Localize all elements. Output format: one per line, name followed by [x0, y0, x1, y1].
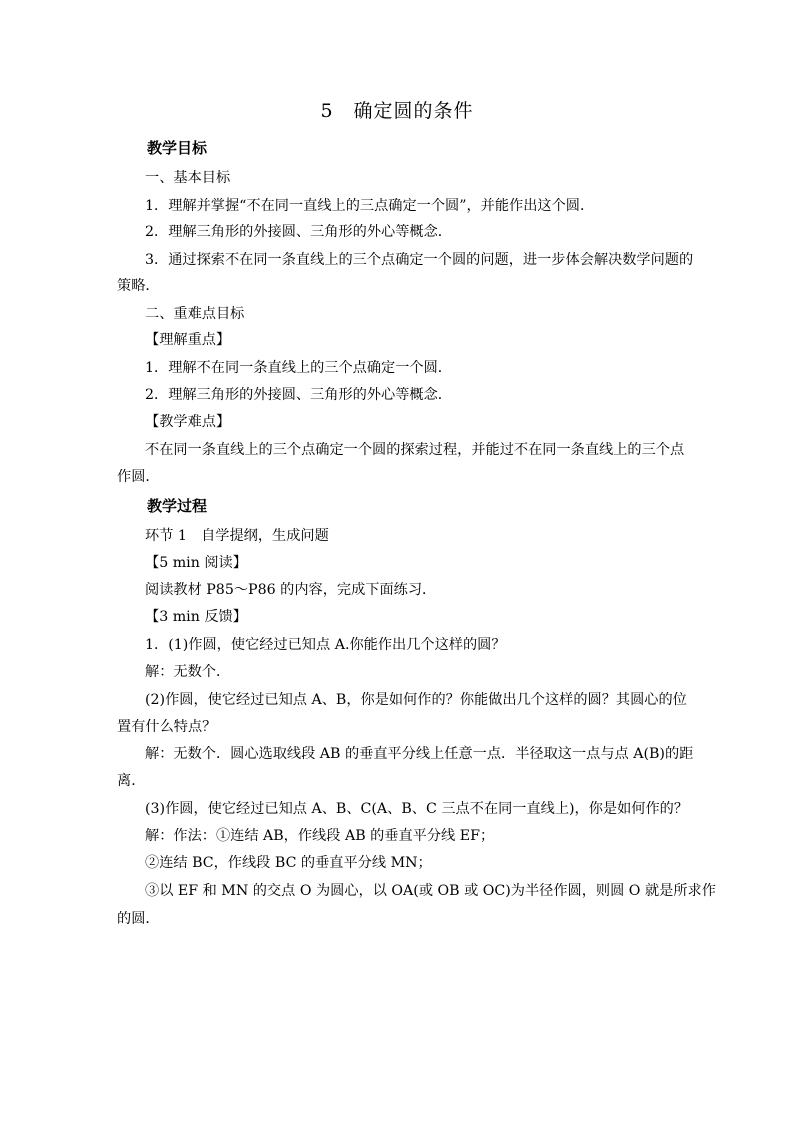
goal-item-3-continued: 策略．: [117, 278, 160, 294]
page-title: 5 确定圆的条件: [320, 100, 474, 122]
question-1-2: (2)作圆，使它经过已知点 A、B，你是如何作的？你能做出几个这样的圆？其圆心的位: [145, 692, 687, 708]
answer-1-1: 解：无数个．: [145, 664, 231, 680]
label-key-points: 【理解重点】: [145, 332, 231, 348]
key-point-2: 2．理解三角形的外接圆、三角形的外心等概念．: [145, 387, 452, 403]
answer-1-2-continued: 离．: [117, 773, 146, 789]
step-1-heading: 环节 1 自学提纲，生成问题: [145, 528, 329, 544]
goal-item-1: 1．理解并掌握“不在同一直线上的三点确定一个圆”，并能作出这个圆．: [145, 198, 595, 214]
question-1-2-continued: 置有什么特点？: [117, 719, 217, 735]
reading-instruction: 阅读教材 P85～P86 的内容，完成下面练习．: [145, 582, 437, 598]
key-point-1: 1．理解不在同一条直线上的三个点确定一个圆．: [145, 360, 452, 376]
label-teaching-difficulty: 【教学难点】: [145, 414, 231, 430]
section-heading-teaching-goals: 教学目标: [147, 139, 208, 157]
subheading-key-difficult-goals: 二、重难点目标: [145, 306, 245, 322]
answer-1-3-step-3-continued: 的圆．: [117, 911, 160, 927]
question-1-3: (3)作圆，使它经过已知点 A、B、C(A、B、C 三点不在同一直线上)，你是如何作的？: [145, 801, 689, 817]
answer-1-2: 解：无数个．圆心选取线段 AB 的垂直平分线上任意一点．半径取这一点与点 A(B)的距: [145, 746, 694, 762]
label-feedback: 【3 min 反馈】: [145, 609, 247, 625]
section-heading-teaching-process: 教学过程: [147, 497, 208, 515]
label-reading: 【5 min 阅读】: [145, 555, 247, 571]
answer-1-3-step-2: ②连结 BC，作线段 BC 的垂直平分线 MN；: [145, 855, 432, 871]
difficulty-text-continued: 作圆．: [117, 469, 160, 485]
goal-item-3: 3．通过探索不在同一条直线上的三个点确定一个圆的问题，进一步体会解决数学问题的: [145, 252, 694, 268]
difficulty-text: 不在同一条直线上的三个点确定一个圆的探索过程，并能过不在同一条直线上的三个点: [145, 442, 685, 458]
subheading-basic-goals: 一、基本目标: [145, 170, 231, 186]
answer-1-3-step-3: ③以 EF 和 MN 的交点 O 为圆心，以 OA(或 OB 或 OC)为半径作圆，则圆 O 就是所求作: [145, 883, 716, 899]
answer-1-3-step-1: 解：作法：①连结 AB，作线段 AB 的垂直平分线 EF；: [145, 828, 495, 844]
question-1-1: 1．(1)作圆，使它经过已知点 A.你能作出几个这样的圆？: [145, 637, 506, 653]
goal-item-2: 2．理解三角形的外接圆、三角形的外心等概念．: [145, 224, 452, 240]
